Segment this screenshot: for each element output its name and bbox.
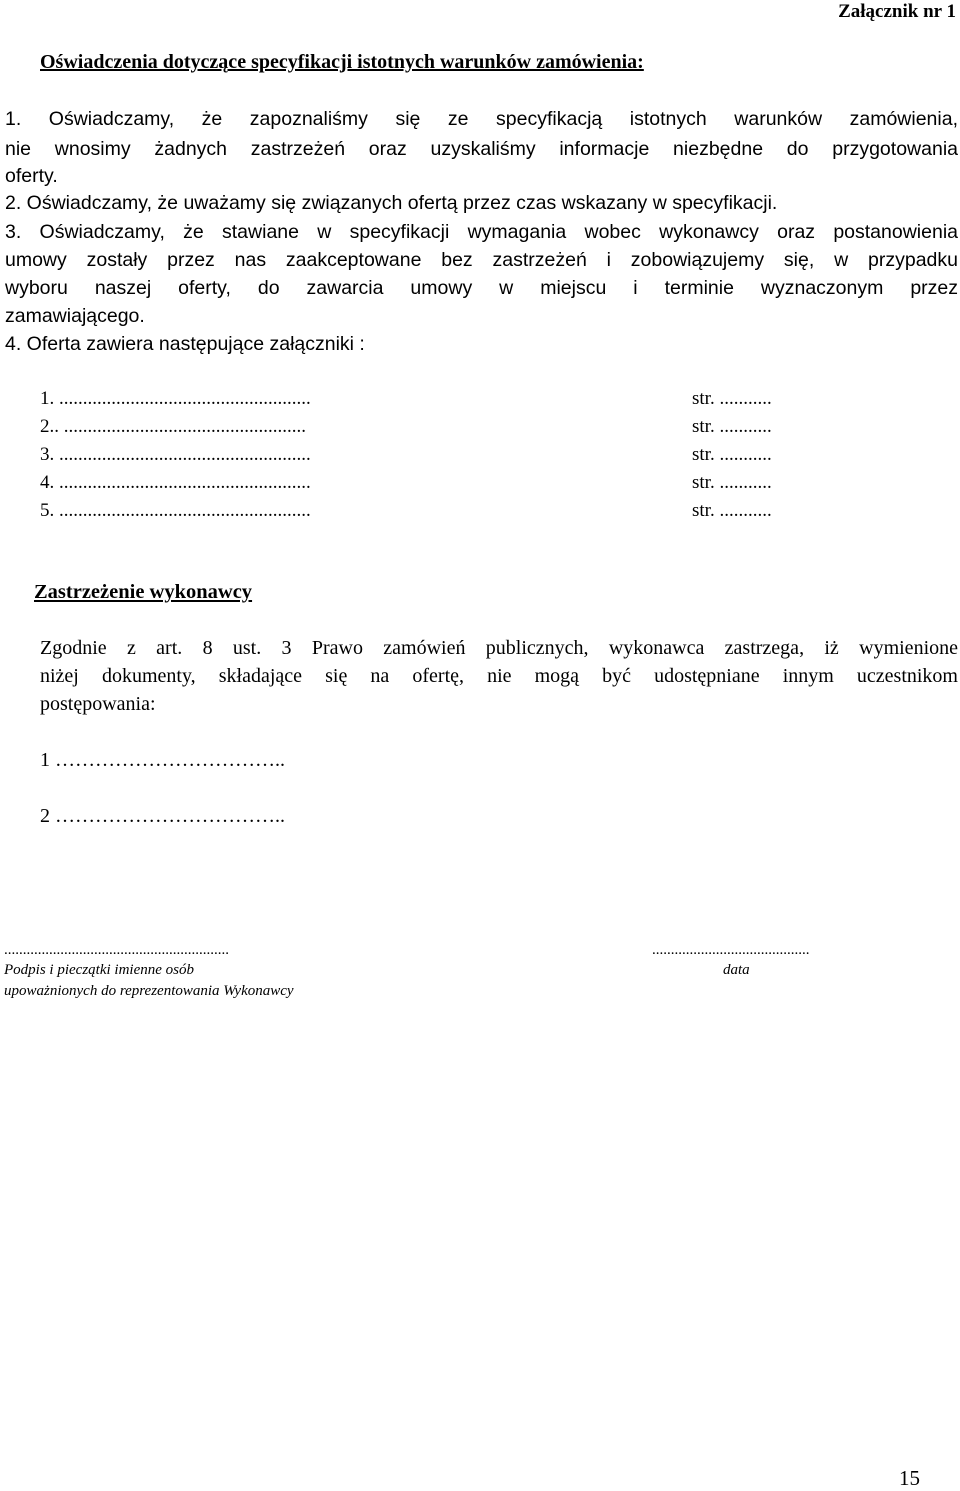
statement-3-line-4: zamawiającego. [5,305,145,327]
statement-1-line-2: nie wnosimy żadnych zastrzeżeń oraz uzyskaliśmy informacje niezbędne do przygotowania [5,138,958,160]
statement-2: 2. Oświadczamy, że uważamy się związanych ofertą przez czas wskazany w specyfikacji. [5,192,778,214]
reservation-line-1: Zgodnie z art. 8 ust. 3 Prawo zamówień publicznych, wykonawca zastrzega, iż wymienione [40,637,958,659]
attachment-page: str. ........... [692,388,772,409]
reserved-document-1: 1 …………………………….. [40,749,285,771]
signature-label-line-1: Podpis i pieczątki imienne osób [4,962,194,978]
statement-1-line-3: oferty. [5,165,58,187]
statement-4: 4. Oferta zawiera następujące załączniki : [5,333,365,355]
signature-dots: ............................................................ [4,942,229,958]
attachment-page: str. ........... [692,416,772,437]
date-label: data [723,962,750,978]
attachment-entry: 1. ..................................................... [40,388,311,409]
attachment-entry: 4. ..................................................... [40,472,311,493]
statement-3-line-1: 3. Oświadczamy, że stawiane w specyfikacji wymagania wobec wykonawcy oraz postanowienia [5,221,958,243]
statement-1-line-1: 1. Oświadczamy, że zapoznaliśmy się ze specyfikacją istotnych warunków zamówienia, [5,108,958,130]
statement-3-line-2: umowy zostały przez nas zaakceptowane bez zastrzeżeń i zobowiązujemy się, w przypadku [5,249,958,271]
signature-label-line-2: upoważnionych do reprezentowania Wykonawcy [4,983,294,999]
reserved-document-2: 2 …………………………….. [40,805,285,827]
statement-3-line-3: wyboru naszej oferty, do zawarcia umowy w miejscu i terminie wyznaczonym przez [5,277,958,299]
attachment-page: str. ........... [692,500,772,521]
reservation-line-3: postępowania: [40,693,156,715]
document-title: Oświadczenia dotyczące specyfikacji istotnych warunków zamówienia: [40,51,644,73]
attachment-entry: 2.. ................................................... [40,416,306,437]
attachment-page: str. ........... [692,472,772,493]
reservation-line-2: niżej dokumenty, składające się na ofertę, nie mogą być udostępniane innym uczestnikom [40,665,958,687]
date-dots: .......................................... [652,942,810,958]
attachment-entry: 3. ..................................................... [40,444,311,465]
reservation-title: Zastrzeżenie wykonawcy [34,581,253,603]
annex-label: Załącznik nr 1 [838,1,956,22]
attachment-entry: 5. ..................................................... [40,500,311,521]
attachment-page: str. ........... [692,444,772,465]
page-number: 15 [899,1466,920,1490]
